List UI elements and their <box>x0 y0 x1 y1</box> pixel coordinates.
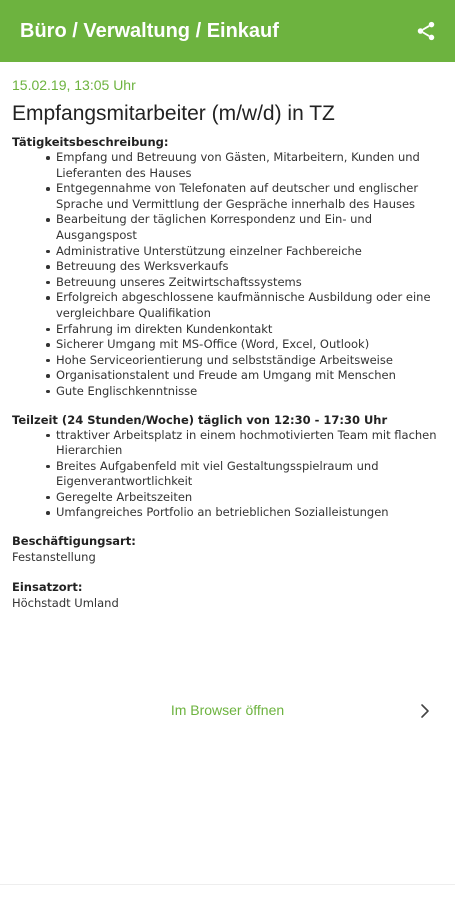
list-item: Erfolgreich abgeschlossene kaufmännische Ausbildung oder eine vergleichbare Qualifikation <box>56 290 444 321</box>
hours-heading: Teilzeit (24 Stunden/Woche) täglich von 12:30 - 17:30 Uhr <box>12 412 388 427</box>
list-item: Entgegennahme von Telefonaten auf deutscher und englischer Sprache und Vermittlung der Gespräche innerhalb des Hauses <box>56 181 444 212</box>
list-item: Betreuung des Werksverkaufs <box>56 259 444 275</box>
list-item: Empfang und Betreuung von Gästen, Mitarbeitern, Kunden und Lieferanten des Hauses <box>56 150 444 181</box>
location-value: Höchstadt Umland <box>12 596 119 611</box>
description-heading: Tätigkeitsbeschreibung: <box>12 135 169 149</box>
share-icon <box>415 20 437 42</box>
list-item: Administrative Unterstützung einzelner Fachbereiche <box>56 244 444 260</box>
list-item: Umfangreiches Portfolio an betrieblichen Sozialleistungen <box>56 505 444 521</box>
employment-type-label: Beschäftigungsart: <box>12 534 136 549</box>
location-label: Einsatzort: <box>12 580 83 595</box>
job-detail <box>12 62 444 611</box>
app-bar <box>0 0 455 62</box>
posting-date: 15.02.19, 13:05 Uhr <box>12 77 136 93</box>
list-item: Sicherer Umgang mit MS-Office (Word, Excel, Outlook) <box>56 337 444 353</box>
share-button[interactable] <box>413 18 439 44</box>
job-title: Empfangsmitarbeiter (m/w/d) in TZ <box>12 102 335 125</box>
list-item: Erfahrung im direkten Kundenkontakt <box>56 322 444 338</box>
task-list <box>12 150 444 290</box>
list-item: Organisationstalent und Freude am Umgang mit Menschen <box>56 368 444 384</box>
employment-type-value: Festanstellung <box>12 550 96 565</box>
open-in-browser-button[interactable] <box>0 690 455 730</box>
divider <box>0 884 455 885</box>
requirement-list <box>12 290 444 399</box>
chevron-right-icon <box>417 702 433 720</box>
benefit-list <box>12 428 444 522</box>
list-item: Geregelte Arbeitszeiten <box>56 490 444 506</box>
list-item: Hohe Serviceorientierung und selbstständige Arbeitsweise <box>56 353 444 369</box>
list-item: Bearbeitung der täglichen Korrespondenz und Ein- und Ausgangspost <box>56 212 444 243</box>
list-item: Betreuung unseres Zeitwirtschaftssystems <box>56 275 444 291</box>
list-item: Gute Englischkenntnisse <box>56 384 444 400</box>
list-item: ttraktiver Arbeitsplatz in einem hochmotivierten Team mit flachen Hierarchien <box>56 428 444 459</box>
open-in-browser-label: Im Browser öffnen <box>170 702 285 718</box>
category-title: Büro / Verwaltung / Einkauf <box>20 19 279 42</box>
list-item: Breites Aufgabenfeld mit viel Gestaltungsspielraum und Eigenverantwortlichkeit <box>56 459 444 490</box>
